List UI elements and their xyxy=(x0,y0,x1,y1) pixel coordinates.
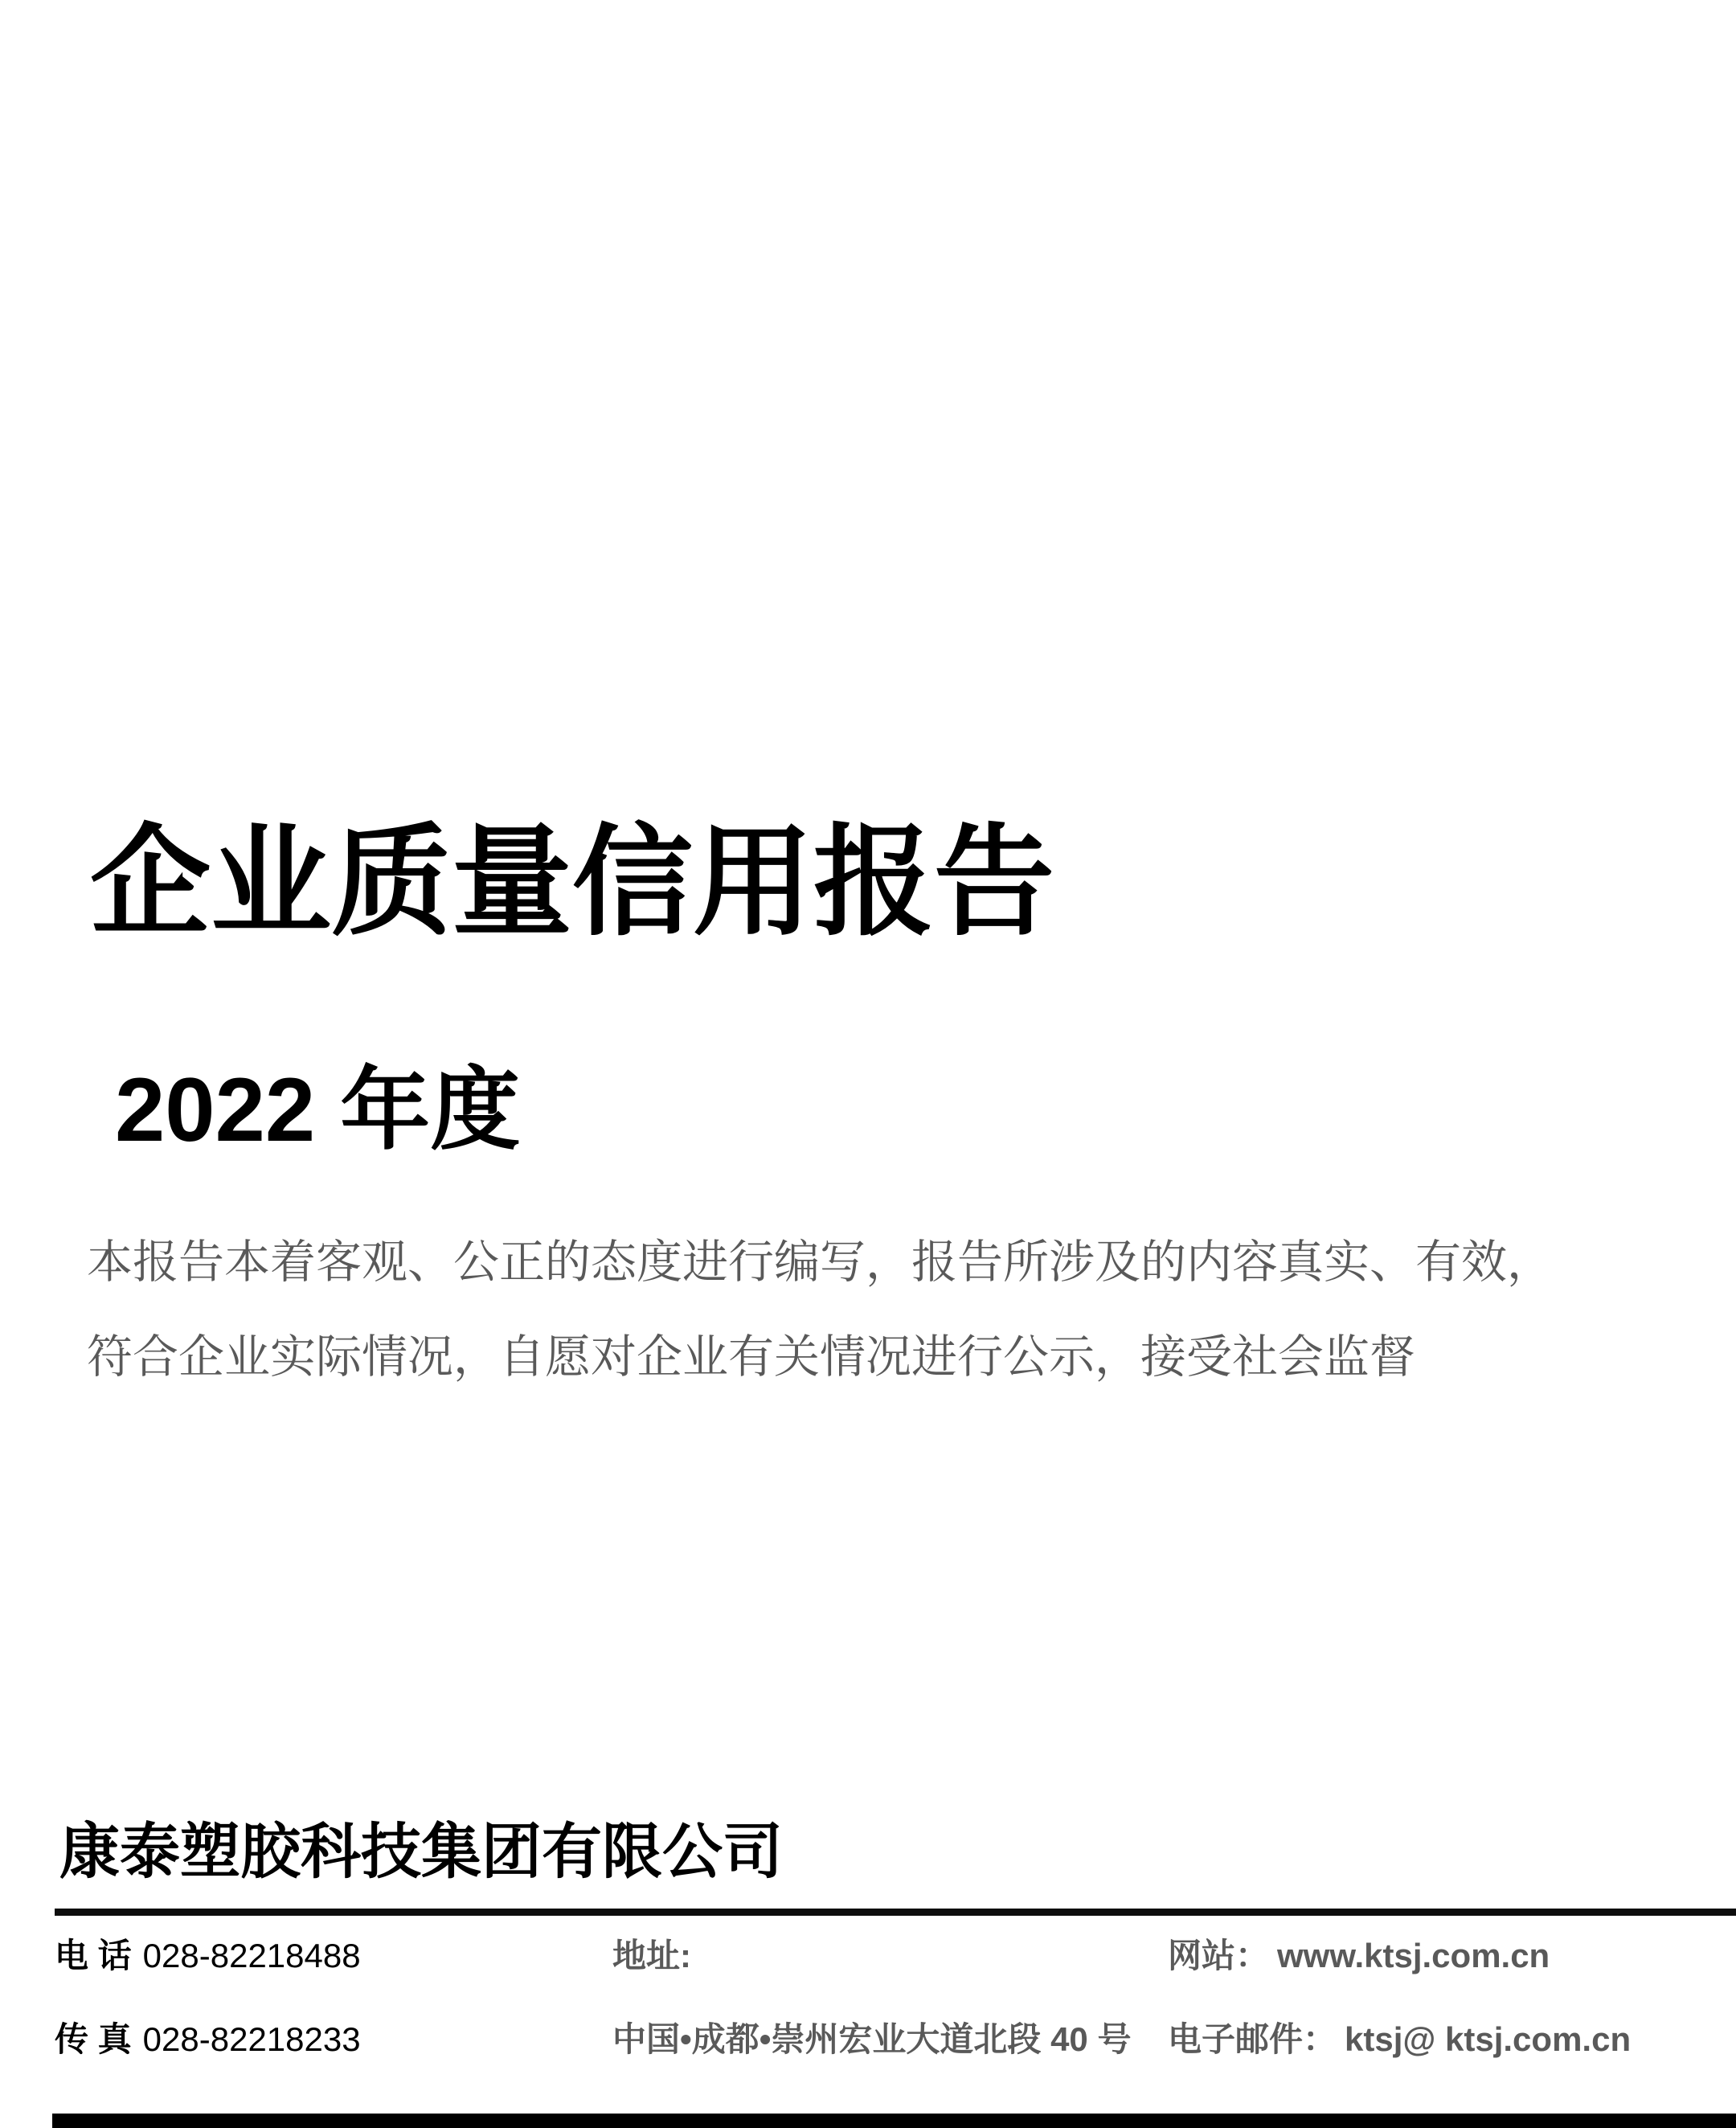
phone-value: 028-82218488 xyxy=(142,1937,361,1974)
divider-rule xyxy=(55,1909,1736,1916)
email-value: ktsj@ ktsj.com.cn xyxy=(1345,2020,1632,2058)
website-value: www.ktsj.com.cn xyxy=(1277,1937,1550,1974)
statement-line-1: 本报告本着客观、公正的态度进行编写，报告所涉及的内容真实、有效， xyxy=(87,1236,1553,1288)
report-year: 2022 年度 xyxy=(115,1060,521,1160)
website-row xyxy=(1168,1939,1550,1973)
address-label-row xyxy=(612,1939,702,1973)
statement-line-2: 符合企业实际情况，自愿对企业有关情况进行公示，接受社会监督 xyxy=(87,1331,1415,1383)
fax-row xyxy=(55,2020,361,2058)
website-label: 网站： xyxy=(1168,1937,1270,1974)
phone-label: 电 话 xyxy=(55,1937,132,1974)
phone-row xyxy=(55,1939,361,1973)
bottom-bar xyxy=(52,2114,1736,2128)
address-label: 地址: xyxy=(612,1937,691,1974)
address-value: 中国•成都•崇州宏业大道北段 40 号 xyxy=(612,2020,1132,2058)
report-title: 企业质量信用报告 xyxy=(90,814,1055,949)
address-value-row xyxy=(612,2020,1132,2058)
email-row xyxy=(1168,2020,1632,2058)
email-label: 电子邮件： xyxy=(1168,2020,1337,2058)
fax-label: 传 真 xyxy=(55,2020,132,2058)
company-name: 康泰塑胶科技集团有限公司 xyxy=(59,1818,784,1885)
fax-value: 028-82218233 xyxy=(142,2020,361,2058)
